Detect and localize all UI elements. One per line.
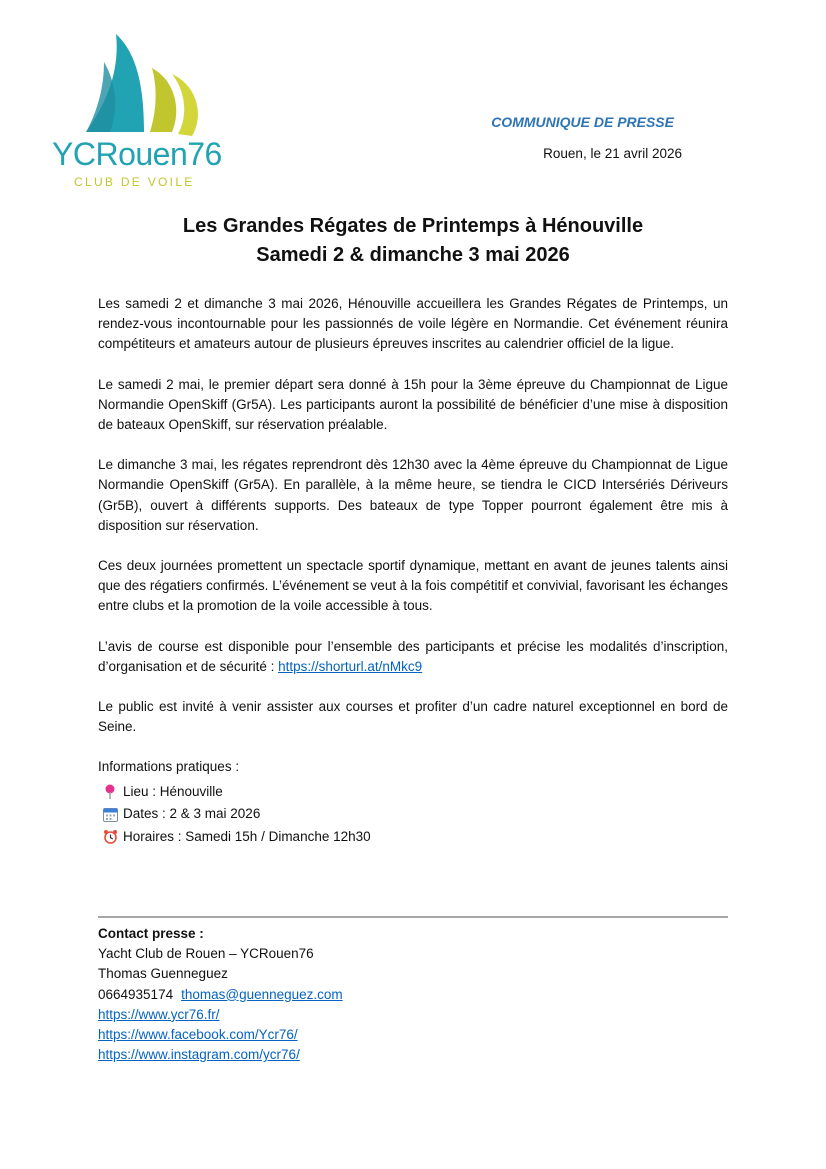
paragraph-avis	[98, 637, 728, 677]
info-item-dates	[98, 803, 728, 826]
press-contact	[98, 924, 343, 1065]
title-line-2: Samedi 2 & dimanche 3 mai 2026	[256, 244, 570, 266]
logo-name: YCRouen76	[52, 136, 222, 172]
paragraph-sunday: Le dimanche 3 mai, les régates reprendront dès 12h30 avec la 4ème épreuve du Championnat de Ligue Normandie OpenSkiff (Gr5A). En parallèle, à la même heure, se tiendra le CICD Intersériés Dériveurs (Gr5B), ouvert à différents supports. Des bateaux de type Topper pourront également être mis à disposition sur réservation.	[98, 457, 728, 533]
avis-link[interactable]: https://shorturl.at/nMkc9	[278, 658, 423, 674]
sail-icon	[82, 32, 212, 142]
info-hours-text: Horaires : Samedi 15h / Dimanche 12h30	[123, 828, 371, 844]
paragraph-public: Le public est invité à venir assister aux courses et profiter d’un cadre naturel exceptionnel en bord de Seine.	[98, 699, 728, 735]
avis-text: L’avis de course est disponible pour l’ensemble des participants et précise les modalités d’inscription, d’organisation et de sécurité :	[98, 638, 728, 674]
contact-person: Thomas Guenneguez	[98, 966, 228, 982]
practical-info-title: Informations pratiques :	[98, 759, 240, 775]
paragraph-intro: Les samedi 2 et dimanche 3 mai 2026, Hénouville accueillera les Grandes Régates de Printemps, un rendez-vous incontournable pour les passionnés de voile légère en Normandie. Cet événement réunira compétiteurs et amateurs autour de plusieurs épreuves inscrites au calendrier officiel de la ligue.	[98, 296, 728, 352]
calendar-icon	[100, 806, 120, 822]
contact-divider	[98, 916, 728, 918]
club-logo	[52, 32, 227, 192]
facebook-link[interactable]: https://www.facebook.com/Ycr76/	[98, 1027, 298, 1043]
document-title	[0, 212, 826, 270]
paragraph-saturday: Le samedi 2 mai, le premier départ sera donné à 15h pour la 3ème épreuve du Championnat de Ligue Normandie OpenSkiff (Gr5A). Les participants auront la possibilité de bénéficier d’une mise à disposition de bateaux OpenSkiff, sur réservation préalable.	[98, 376, 728, 433]
info-item-location	[98, 781, 728, 804]
contact-email-link[interactable]: thomas@guenneguez.com	[181, 986, 343, 1002]
paragraph-spectacle: Ces deux journées promettent un spectacle sportif dynamique, mettant en avant de jeunes talents ainsi que des régatiers confirmés. L’événement se veut à la fois compétitif et convivial, favorisant les échanges entre clubs et la promotion de la voile accessible à tous.	[98, 558, 728, 614]
info-item-hours	[98, 826, 728, 849]
alarm-clock-icon	[100, 829, 120, 845]
instagram-link[interactable]: https://www.instagram.com/ycr76/	[98, 1047, 300, 1063]
practical-info	[98, 757, 728, 848]
contact-phone: 0664935174	[98, 986, 174, 1002]
info-location-text: Lieu : Hénouville	[123, 783, 223, 799]
contact-title: Contact presse :	[98, 926, 204, 941]
info-dates-text: Dates : 2 & 3 mai 2026	[123, 806, 261, 822]
logo-subtitle: CLUB DE VOILE	[74, 175, 195, 189]
document-body	[98, 294, 728, 848]
contact-phone-email-row	[98, 985, 343, 1005]
location-pin-icon	[100, 784, 120, 800]
press-release-label: COMMUNIQUE DE PRESSE	[491, 114, 674, 130]
contact-club: Yacht Club de Rouen – YCRouen76	[98, 946, 314, 962]
website-link[interactable]: https://www.ycr76.fr/	[98, 1006, 220, 1022]
title-line-1: Les Grandes Régates de Printemps à Hénouville	[182, 215, 644, 237]
release-date: Rouen, le 21 avril 2026	[543, 146, 682, 161]
